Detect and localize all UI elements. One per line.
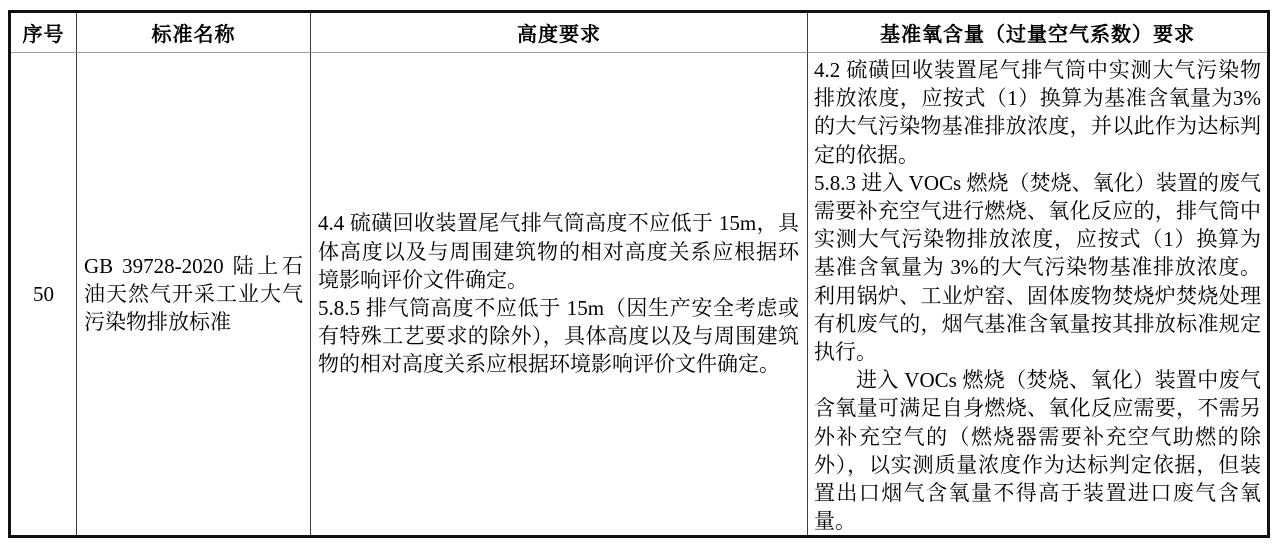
standards-table <box>8 10 1270 538</box>
oxygen-req-paragraph-3: 进入 VOCs 燃烧（焚烧、氧化）装置中废气含氧量可满足自身燃烧、氧化反应需要，不需另外补充空气的（燃烧器需要补充空气助燃的除外），以实测质量浓度作为达标判定依据，但装置出口烟气含氧量不得高于装置进口废气含氧量。 <box>814 368 1261 534</box>
header-seq: 序号 <box>11 13 77 53</box>
oxygen-req-paragraph-1: 4.2 硫磺回收装置尾气排气筒中实测大气污染物排放浓度，应按式（1）换算为基准含氧量为3%的大气污染物基准排放浓度，并以此作为达标判定的依据。 <box>814 58 1261 167</box>
height-req-paragraph-2: 5.8.5 排气筒高度不应低于 15m（因生产安全考虑或有特殊工艺要求的除外），具体高度以及与周围建筑物的相对高度关系应根据环境影响评价文件确定。 <box>318 296 799 377</box>
seq-value: 50 <box>33 281 54 306</box>
height-req-paragraph-1: 4.4 硫磺回收装置尾气排气筒高度不应低于 15m，具体高度以及与周围建筑物的相对高度关系应根据环境影响评价文件确定。 <box>318 211 799 292</box>
cell-seq <box>11 53 77 535</box>
oxygen-req-paragraph-2: 5.8.3 进入 VOCs 燃烧（焚烧、氧化）装置的废气需要补充空气进行燃烧、氧化反应的，排气筒中实测大气污染物排放浓度，应按式（1）换算为基准含氧量为 3%的大气污染物基准排放浓度。利用锅炉、工业炉窑、固体废物焚烧炉焚烧处理有机废气的，烟气基准含氧量按其排放标准规定执行。 <box>814 170 1261 365</box>
cell-height-requirement <box>311 53 808 535</box>
standard-name-text: GB 39728-2020 陆上石油天然气开采工业大气污染物排放标准 <box>84 253 303 335</box>
header-oxygen-requirement: 基准氧含量（过量空气系数）要求 <box>808 13 1267 53</box>
cell-standard-name <box>77 53 311 535</box>
header-standard-name: 标准名称 <box>77 13 311 53</box>
cell-oxygen-requirement <box>808 53 1267 535</box>
header-height-requirement: 高度要求 <box>311 13 808 53</box>
